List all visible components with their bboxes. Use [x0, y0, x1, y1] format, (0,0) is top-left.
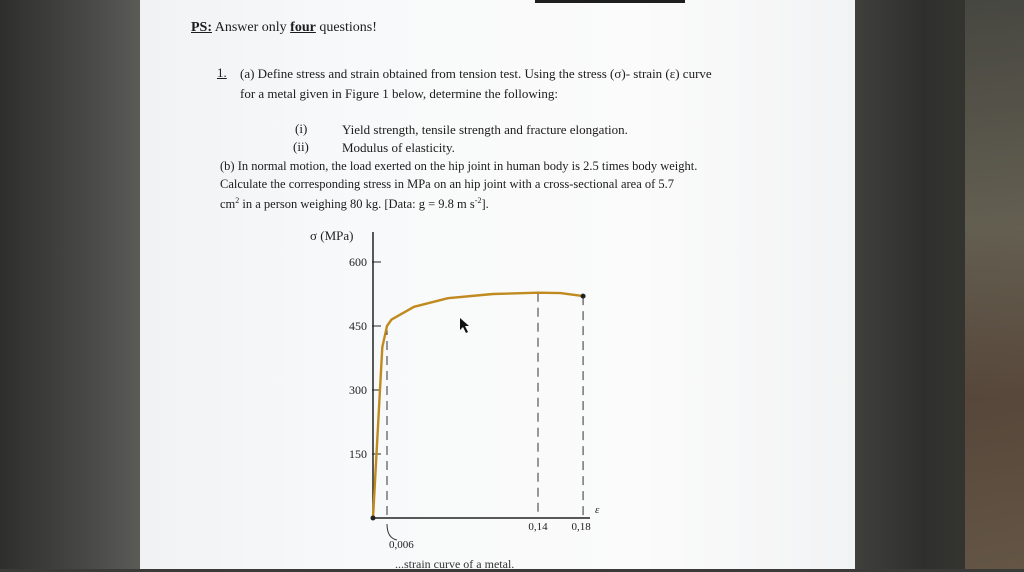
- background-left: [0, 0, 140, 569]
- part-b-cm: cm: [220, 197, 236, 212]
- x-tick-label-2: 0,18: [571, 521, 591, 533]
- ps-text-1: Answer only: [214, 20, 287, 35]
- part-b-sup-2: 2: [235, 196, 240, 205]
- part-b-line-1: (b) In normal motion, the load exerted on the hip joint in human body is 2.5 times body weight.: [220, 159, 698, 173]
- stress-strain-chart: [140, 0, 855, 569]
- ps-emphasis: four: [290, 20, 316, 35]
- x-tick-leader: [387, 524, 397, 540]
- part-a-line-2: for a metal given in Figure 1 below, determine the following:: [240, 86, 558, 101]
- y-tick-label-150: 150: [349, 446, 367, 461]
- figure-caption: ...strain curve of a metal.: [395, 557, 515, 571]
- fracture-point: [581, 294, 586, 299]
- exam-paper: [140, 0, 855, 569]
- question-number: 1.: [217, 65, 227, 80]
- item-i-text: Yield strength, tensile strength and fracture elongation.: [342, 122, 628, 137]
- x-axis-label: ε: [595, 504, 600, 516]
- item-ii-text: Modulus of elasticity.: [342, 140, 455, 155]
- stress-strain-curve: [373, 293, 583, 518]
- y-axis-label: σ (MPa): [310, 228, 354, 243]
- background-shelf: [965, 0, 1024, 569]
- part-a-line-1: (a) Define stress and strain obtained from tension test. Using the stress (σ)- strain (ε) curve: [240, 66, 712, 81]
- origin-point: [371, 516, 376, 521]
- part-b-mid: in a person weighing 80 kg. [Data: g = 9.8 m s: [239, 197, 475, 212]
- item-ii-number: (ii): [293, 139, 309, 154]
- ps-text-2: questions!: [319, 20, 377, 35]
- y-tick-label-600: 600: [349, 254, 367, 269]
- ps-label: PS:: [191, 20, 212, 35]
- item-i-number: (i): [295, 121, 308, 136]
- part-b-end: ].: [481, 197, 489, 212]
- y-tick-label-450: 450: [349, 318, 367, 333]
- x-tick-label-0: 0,006: [389, 539, 414, 551]
- mouse-cursor-icon: [460, 318, 469, 333]
- y-tick-label-300: 300: [349, 382, 367, 397]
- x-tick-label-1: 0,14: [528, 521, 548, 533]
- part-b-line-2: Calculate the corresponding stress in MPa on an hip joint with a cross-sectional area of 5.7: [220, 177, 675, 191]
- part-b-sup-neg2: -2: [474, 196, 482, 205]
